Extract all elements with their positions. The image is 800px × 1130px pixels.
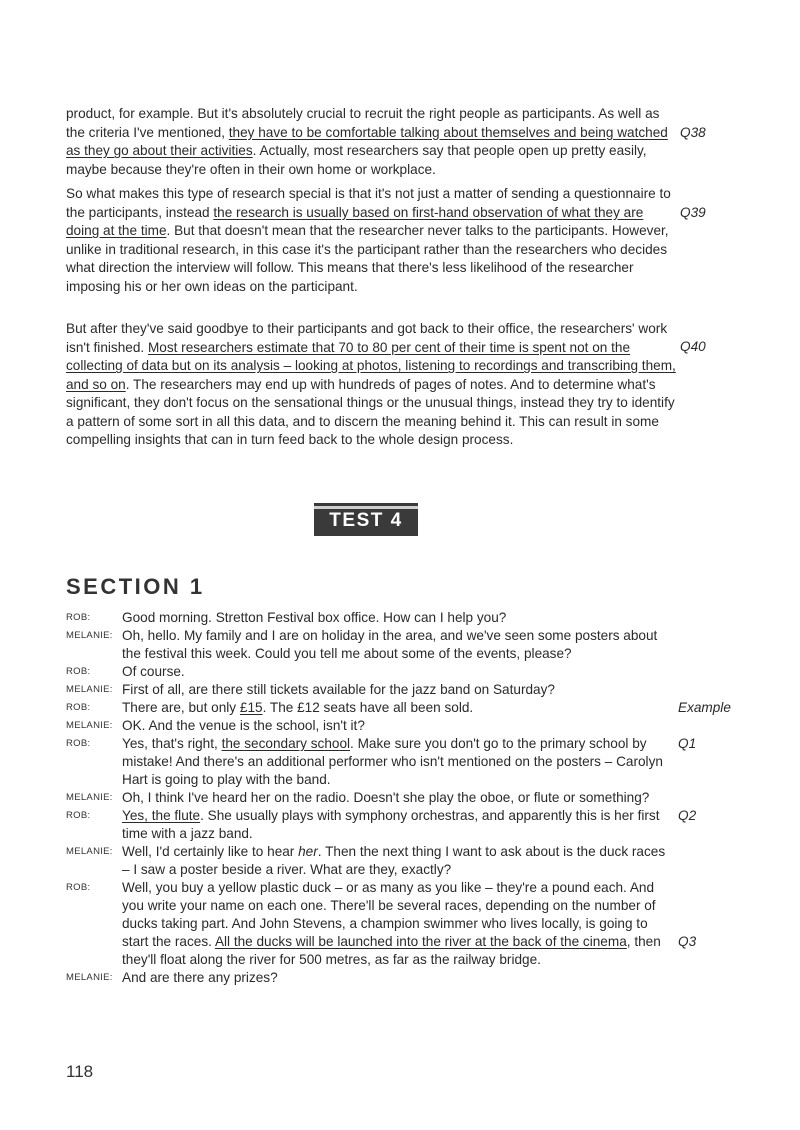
answer-underline: Yes, the flute xyxy=(122,808,201,823)
text-run: Good morning. Stretton Festival box office. How can I help you? xyxy=(122,610,507,625)
text-run: Of course. xyxy=(122,664,185,679)
text-run: Well, I'd certainly like to hear xyxy=(122,844,299,859)
speaker-label: ROB: xyxy=(66,738,91,749)
text-run: , then they'll float along the river for 500 metres, as far as the railway bridge. xyxy=(122,934,661,967)
text-run: . The £12 seats have all been sold. xyxy=(262,700,474,715)
speech-text xyxy=(122,663,670,681)
question-ref: Q40 xyxy=(680,339,706,354)
answer-underline: the secondary school xyxy=(221,736,351,751)
speech-text xyxy=(122,879,670,969)
dialogue-line xyxy=(0,807,800,843)
answer-underline: they have to be comfortable talking about themselves and being watched as they go about their activities xyxy=(66,124,668,158)
transcript-paragraph xyxy=(66,185,676,296)
dialogue-line xyxy=(0,627,800,663)
speech-text xyxy=(122,843,670,879)
dialogue-line xyxy=(0,843,800,879)
answer-underline: the research is usually based on first-hand observation of what they are doing at the time xyxy=(66,204,644,238)
question-ref: Q2 xyxy=(678,808,697,823)
text-run: . But that doesn't mean that the researcher never talks to the participants. However, unlike in traditional research, in this case it's the participant rather than the researchers who decides what direction the interview will follow. This means that there's less likelihood of the researcher imposing his or her own ideas on the participant. xyxy=(66,223,669,294)
speech-text xyxy=(122,699,670,717)
dialogue-line xyxy=(0,681,800,699)
text-run: But after they've said goodbye to their participants and got back to their office, the researchers' work isn't finished. xyxy=(66,321,668,355)
text-run: product, for example. But it's absolutely crucial to recruit the right people as participants. As well as the criteria I've mentioned, xyxy=(66,106,660,140)
speaker-label: ROB: xyxy=(66,666,91,677)
answer-underline: All the ducks will be launched into the river at the back of the cinema xyxy=(214,934,627,949)
text-run: So what makes this type of research special is that it's not just a matter of sending a questionnaire to the participants, instead xyxy=(66,186,671,220)
page-number: 118 xyxy=(66,1062,94,1081)
speech-text xyxy=(122,681,670,699)
dialogue-line xyxy=(0,717,800,735)
question-ref: Q39 xyxy=(680,205,706,220)
dialogue-transcript xyxy=(0,609,800,987)
dialogue-line xyxy=(0,789,800,807)
dialogue-line xyxy=(0,969,800,987)
text-run: And are there any prizes? xyxy=(122,970,278,985)
speech-text xyxy=(122,627,670,663)
dialogue-line xyxy=(0,699,800,717)
text-run: First of all, are there still tickets available for the jazz band on Saturday? xyxy=(122,682,555,697)
dialogue-line xyxy=(0,663,800,681)
text-run: Yes, that's right, xyxy=(122,736,222,751)
text-run: Well, you buy a yellow plastic duck – or as many as you like – they're a pound each. And you write your name on each one. There'll be several races, depending on the number of ducks taking part. And John Stevens, a champion swimmer who lives locally, is going to start the races. xyxy=(122,880,656,949)
speaker-label: MELANIE: xyxy=(66,720,113,731)
answer-underline: £15 xyxy=(239,700,263,715)
section-title: SECTION 1 xyxy=(66,574,205,599)
speech-text xyxy=(122,789,670,807)
speech-text xyxy=(122,807,670,843)
speaker-label: ROB: xyxy=(66,810,91,821)
text-run: . Make sure you don't go to the primary school by mistake! And there's an additional performer who isn't mentioned on the posters – Carolyn Hart is going to play with the band. xyxy=(122,736,663,787)
text-run: Oh, I think I've heard her on the radio. Doesn't she play the oboe, or flute or something? xyxy=(122,790,650,805)
answer-underline: Most researchers estimate that 70 to 80 per cent of their time is spent not on the collecting of data but on its analysis – looking at photos, listening to recordings and transcribing them, and so on xyxy=(66,339,676,392)
speaker-label: MELANIE: xyxy=(66,792,113,803)
text-run: There are, but only xyxy=(122,700,240,715)
speaker-label: MELANIE: xyxy=(66,630,113,641)
question-ref: Q1 xyxy=(678,736,697,751)
transcript-paragraph xyxy=(66,105,676,179)
text-run: . Then the next thing I want to ask about is the duck races – I saw a poster beside a river. What are they, exactly? xyxy=(122,844,666,877)
dialogue-line xyxy=(0,879,800,969)
speech-text xyxy=(122,717,670,735)
test-banner xyxy=(314,503,418,536)
question-ref: Q3 xyxy=(678,934,697,949)
test-banner-label: TEST 4 xyxy=(329,510,403,531)
transcript-paragraph xyxy=(66,320,676,450)
speaker-label: ROB: xyxy=(66,882,91,893)
text-run: OK. And the venue is the school, isn't it? xyxy=(122,718,365,733)
speaker-label: MELANIE: xyxy=(66,846,113,857)
speaker-label: MELANIE: xyxy=(66,972,113,983)
question-ref: Q38 xyxy=(680,125,706,140)
dialogue-line xyxy=(0,735,800,789)
speech-text xyxy=(122,609,670,627)
speaker-label: MELANIE: xyxy=(66,684,113,695)
speech-text xyxy=(122,735,670,789)
text-run: . The researchers may end up with hundreds of pages of notes. And to determine what's significant, they don't focus on the sensational things or the unusual things, instead they try to identify a pattern of some sort in all this data, and to discern the meaning behind it. This can result in some compelling insights that can in turn feed back to the whole design process. xyxy=(66,376,675,447)
dialogue-line xyxy=(0,609,800,627)
text-run: . She usually plays with symphony orchestras, and apparently this is her first time with a jazz band. xyxy=(122,808,660,841)
speaker-label: ROB: xyxy=(66,702,91,713)
text-run: Oh, hello. My family and I are on holiday in the area, and we've seen some posters about the festival this week. Could you tell me about some of the events, please? xyxy=(122,628,658,661)
speech-text xyxy=(122,969,670,987)
speaker-label: ROB: xyxy=(66,612,91,623)
question-ref: Example xyxy=(678,700,731,715)
emphasis-text: her xyxy=(298,844,318,859)
text-run: . Actually, most researchers say that people open up pretty easily, maybe because they're often in their own home or workplace. xyxy=(66,143,647,177)
